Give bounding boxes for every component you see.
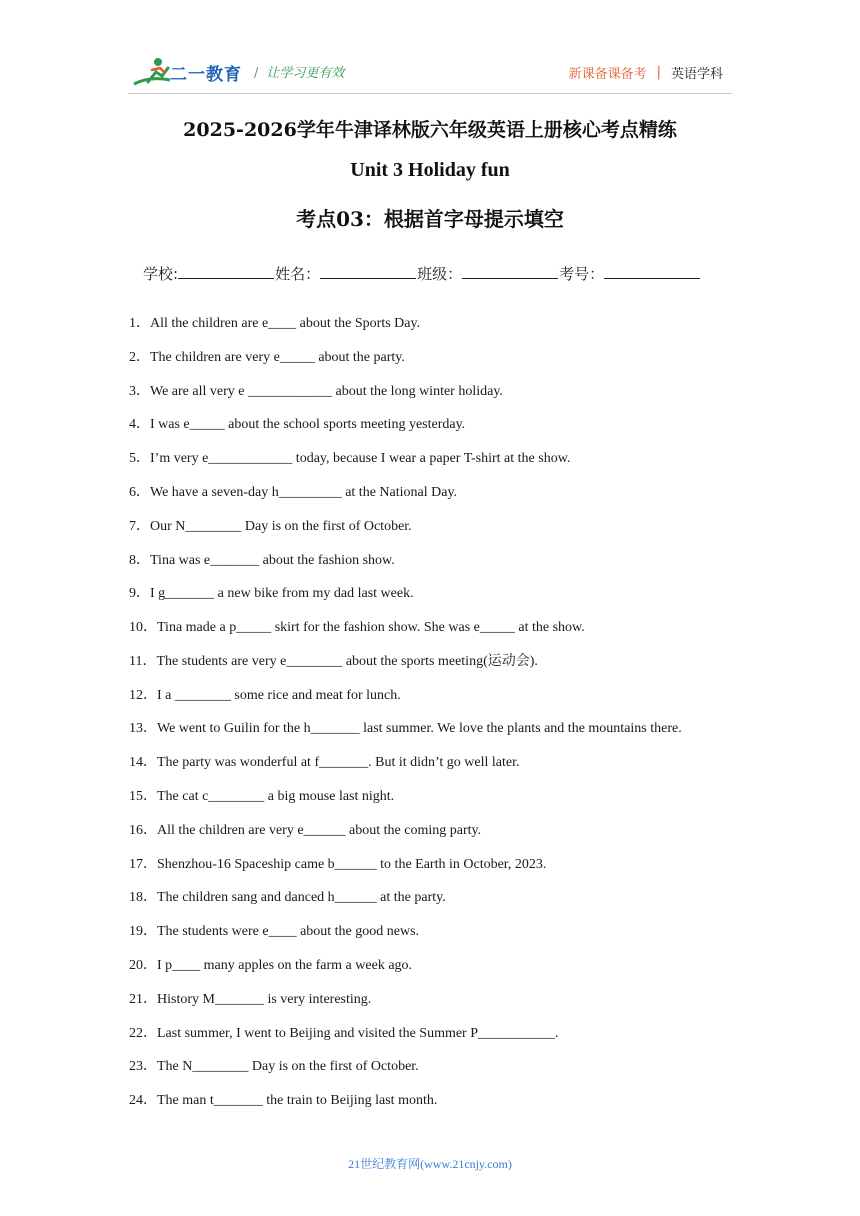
section-title: 考点03：根据首字母提示填空: [296, 207, 564, 231]
question-item: 1．All the children are e____ about the Sports Day.: [129, 316, 421, 331]
question-item: 20．I p____ many apples on the farm a week ago.: [129, 958, 413, 973]
class-field[interactable]: [462, 262, 558, 279]
question-item: 11．The students are very e________ about the sports meeting(运动会).: [129, 654, 538, 669]
question-item: 19．The students were e____ about the good news.: [129, 924, 420, 939]
student-info-row: [143, 262, 701, 284]
exam-number-label: 考号：: [559, 265, 605, 283]
question-item: 4．I was e_____ about the school sports meeting yesterday.: [129, 417, 466, 432]
question-item: 8．Tina was e_______ about the fashion show.: [129, 553, 395, 568]
question-item: 22．Last summer, I went to Beijing and visited the Summer P___________.: [129, 1026, 559, 1041]
question-item: 6．We have a seven-day h_________ at the National Day.: [129, 485, 458, 500]
question-item: 14．The party was wonderful at f_______. But it didn’t go well later.: [129, 755, 520, 770]
header-divider: [128, 93, 732, 94]
name-label: 姓名：: [275, 265, 321, 283]
header-subject: 英语学科: [670, 67, 723, 82]
page-header: [0, 0, 860, 100]
question-item: 9．I g_______ a new bike from my dad last week.: [129, 586, 414, 601]
unit-title: Unit 3 Holiday fun: [350, 159, 510, 181]
logo-text: 二一教育: [170, 65, 242, 84]
document-title: 2025-2026学年牛津译林版六年级英语上册核心考点精练: [183, 119, 677, 141]
slogan-text: 让学习更有效: [266, 66, 345, 81]
question-item: 2．The children are very e_____ about the party.: [129, 350, 405, 365]
question-item: 15．The cat c________ a big mouse last night.: [129, 789, 395, 804]
question-item: 12．I a ________ some rice and meat for lunch.: [129, 688, 401, 703]
question-item: 17．Shenzhou-16 Spaceship came b______ to the Earth in October, 2023.: [129, 857, 547, 872]
question-item: 13．We went to Guilin for the h_______ last summer. We love the plants and the mountains there.: [129, 721, 682, 736]
exam-number-field[interactable]: [604, 262, 700, 279]
class-label: 班级：: [417, 265, 463, 283]
header-right: [569, 63, 723, 82]
header-tag: 新课备课备考: [568, 67, 647, 82]
question-item: 21．History M_______ is very interesting.: [129, 992, 372, 1007]
question-item: 7．Our N________ Day is on the first of October.: [129, 519, 412, 534]
question-item: 3．We are all very e ____________ about the long winter holiday.: [129, 384, 503, 399]
question-item: 23．The N________ Day is on the first of October.: [129, 1059, 419, 1074]
school-field[interactable]: [178, 262, 274, 279]
question-item: 5．I’m very e____________ today, because I wear a paper T-shirt at the show.: [129, 451, 571, 466]
question-item: 10．Tina made a p_____ skirt for the fashion show. She was e_____ at the show.: [129, 620, 585, 635]
name-field[interactable]: [320, 262, 416, 279]
question-item: 24．The man t_______ the train to Beijing last month.: [129, 1093, 438, 1108]
header-separator: |: [656, 65, 661, 80]
school-label: 学校:: [143, 265, 179, 283]
header-slogan: / 让学习更有效: [254, 66, 345, 81]
page-footer: 21世纪教育网(www.21cnjy.com): [348, 1157, 512, 1171]
question-item: 16．All the children are very e______ about the coming party.: [129, 823, 482, 838]
question-item: 18．The children sang and danced h______ at the party.: [129, 890, 446, 905]
